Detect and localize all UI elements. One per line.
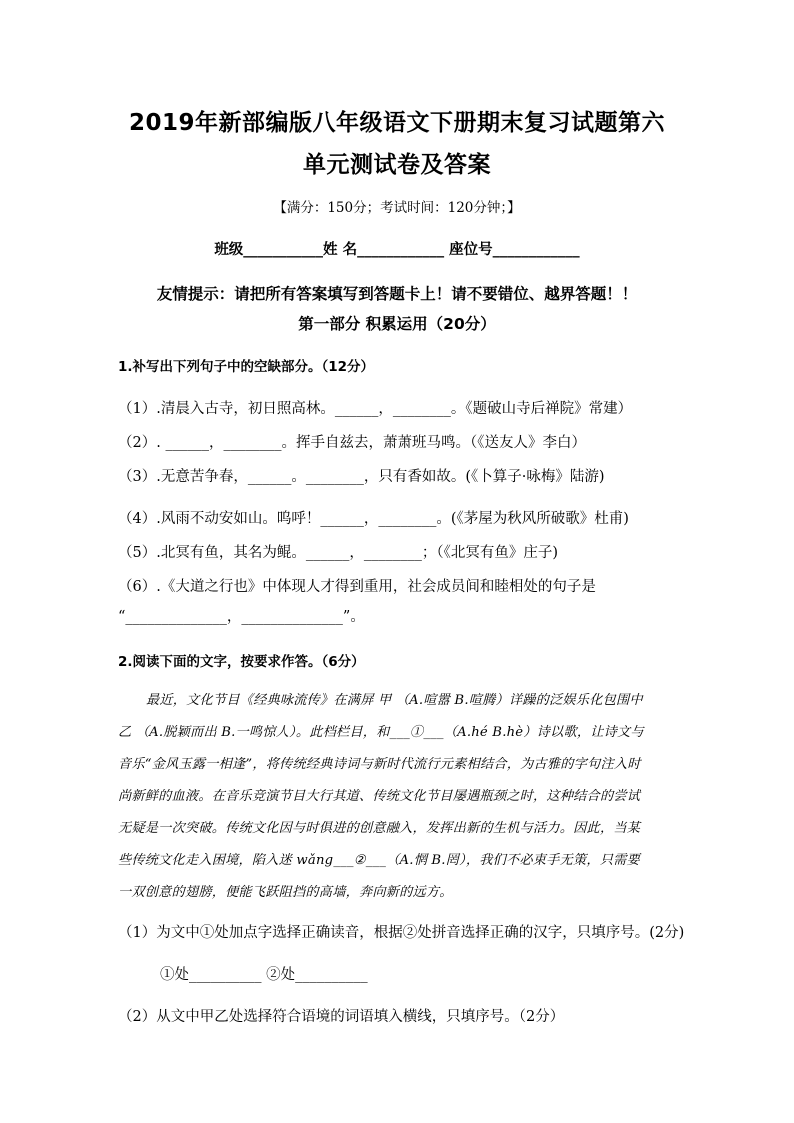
q2-heading: 2.阅读下面的文字，按要求作答。（6分） — [118, 654, 365, 670]
q2-sub1: （1）为文中①处加点字选择正确读音，根据②处拼音选择正确的汉字，只填序号。(2分) — [118, 925, 685, 941]
passage-line-3: 音乐“金风玉露一相逢”，将传统经典诗词与新时代流行元素相结合，为古雅的字句注入时 — [118, 757, 641, 772]
q1-item-6-blanks: “______________，______________”。 — [118, 609, 365, 625]
answer-tip: 友情提示：请把所有答案填写到答题卡上！请不要错位、越界答题！！ — [156, 285, 638, 303]
q2-sub1-blanks: ①处__________ ②处__________ — [160, 967, 368, 983]
part-one-title: 第一部分 积累运用（20分） — [298, 315, 496, 333]
q1-item-3: （3）.无意苦争春，______。________，只有香如故。(《卜算子·咏梅》陆游) — [118, 469, 605, 485]
passage-line-6: 些传统文化走入困境，陷入迷 wǎng___②___（A.惘 B.罔），我们不必束手无策，只需要 — [118, 853, 640, 868]
passage-line-1: 最近，文化节目《经典咏流传》在满屏 甲 （A.喧嚣 B.喧腾）详躁的泛娱乐化包围中 — [146, 693, 643, 708]
passage-line-4: 尚新鲜的血液。在音乐竞演节目大行其道、传统文化节目屡遇瓶颈之时，这种结合的尝试 — [118, 789, 641, 804]
q1-item-1: （1）.清晨入古寺，初日照高林。______，________。《题破山寺后禅院》常建） — [118, 401, 633, 417]
passage-line-5: 无疑是一次突破。传统文化因与时俱进的创意融入，发挥出新的生机与活力。因此，当某 — [118, 821, 641, 836]
q1-item-5: （5）.北冥有鱼，其名为鲲。______，________；（《北冥有鱼》庄子) — [118, 545, 558, 561]
q2-sub2: （2）从文中甲乙处选择符合语境的词语填入横线，只填序号。（2分） — [118, 1009, 565, 1025]
exam-title-line2: 单元测试卷及答案 — [303, 152, 491, 178]
passage-line-7: 一双创意的翅膀，便能飞跃阻挡的高墙，奔向新的远方。 — [118, 885, 453, 900]
q1-heading: 1.补写出下列句子中的空缺部分。（12分） — [118, 359, 375, 375]
passage-line-2: 乙 （A.脱颖而出 B.一鸣惊人）。此档栏目，和___①___（A.hé B.hè）诗以歌，让诗文与 — [118, 725, 644, 740]
exam-title-line1: 2019年新部编版八年级语文下册期末复习试题第六 — [128, 110, 665, 136]
student-fields: 班级___________姓 名____________ 座位号____________ — [214, 242, 580, 258]
score-info: 【满分：150分；考试时间：120分钟；】 — [273, 200, 521, 216]
q1-item-6: （6）.《大道之行也》中体现人才得到重用，社会成员间和睦相处的句子是 — [118, 579, 596, 595]
q1-item-4: （4）.风雨不动安如山。呜呼！______，________。(《茅屋为秋风所破歌》杜甫) — [118, 511, 629, 527]
q1-item-2: （2）. ______，________。挥手自兹去，萧萧班马鸣。（《送友人》李白） — [118, 435, 586, 451]
